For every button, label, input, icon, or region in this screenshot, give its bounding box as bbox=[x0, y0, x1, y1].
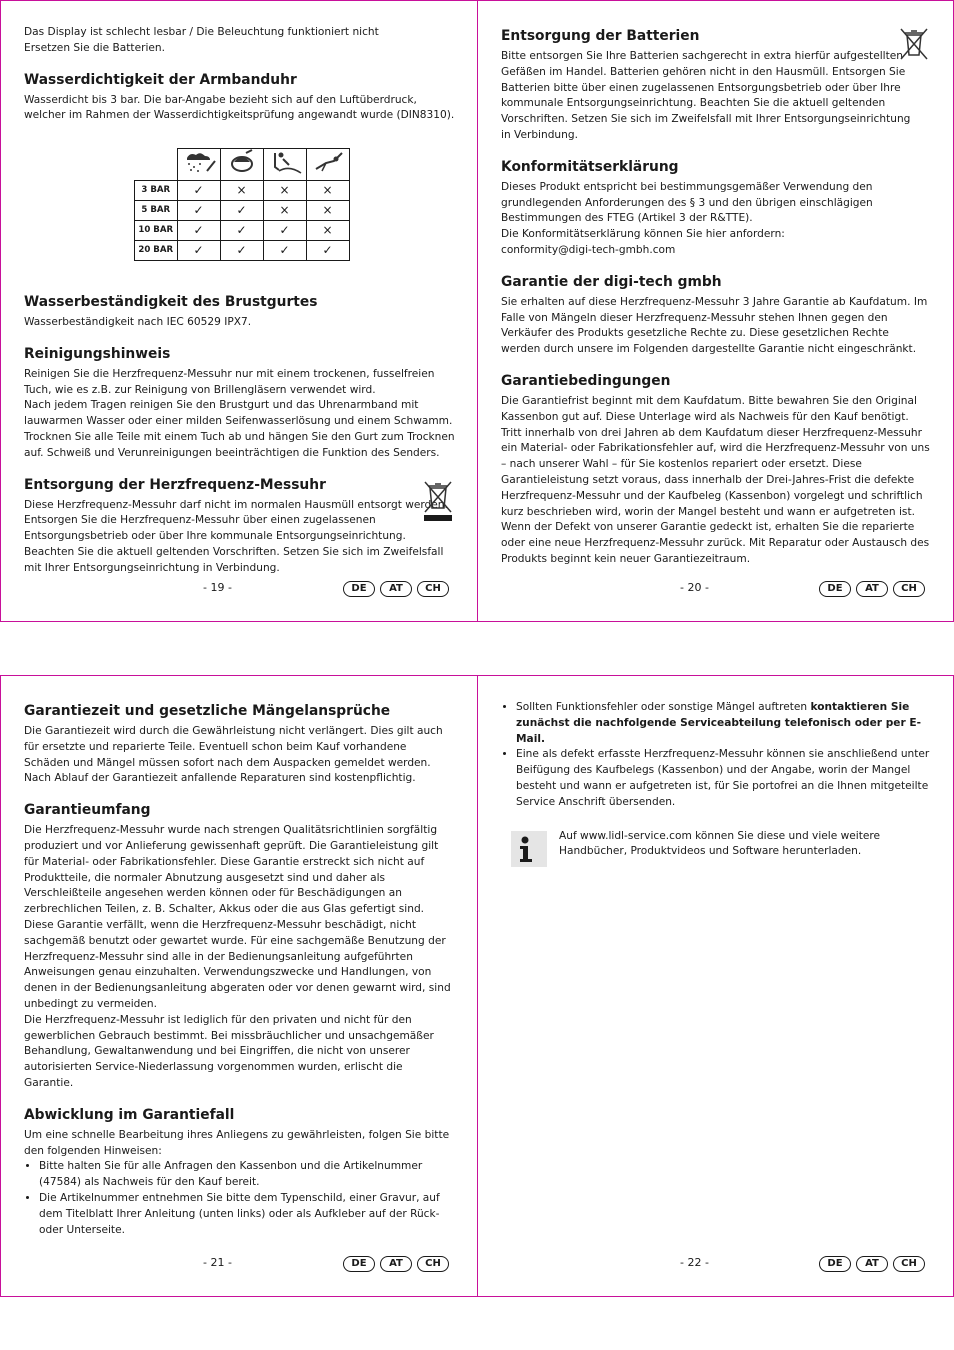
table-row: 5 BAR ✓ ✓ × × bbox=[135, 200, 350, 220]
section-text-warranty-scope-3: Die Herzfrequenz-Messuhr ist lediglich für den privaten und nicht für den gewerblichen Gebrauch bestimmt. Bei missbräuchlicher und unsachgemäßer Behandlung, Gewaltanwendung und bei Eingriffen, die nicht von unserer autorisierten Service-Niederlassung vorgenommen wurden, erlischt die Garantie. bbox=[24, 1013, 434, 1089]
list-item: • Bitte halten Sie für alle Anfragen den Kassenbon und die Artikelnummer (47584) als Nachweis für den Kauf bereit. bbox=[39, 1159, 455, 1191]
section-text-disposal-watch: Diese Herzfrequenz-Messuhr darf nicht im normalen Hausmüll entsorgt werden. Entsorgen Sie die Herzfrequenz-Messuhr über einen zugelassenen Entsorgungsbetrieb oder über Ihre kommunale Entsorgungseinrichtung. Beachten Sie die aktuell geltenden Vorschriften. Setzen Sie sich im Zweifelsfall mit Ihrer Entsorgungseinrichtung in Verbindung. bbox=[24, 498, 448, 574]
troubleshoot-line: Das Display ist schlecht lesbar / Die Beleuchtung funktioniert nicht bbox=[24, 26, 379, 38]
page-number: - 22 - bbox=[680, 1256, 709, 1269]
page-20-content bbox=[501, 27, 931, 568]
shower-icon bbox=[220, 149, 263, 181]
troubleshoot-solution: Ersetzen Sie die Batterien. bbox=[24, 41, 165, 54]
section-title-battery-disposal: Entsorgung der Batterien bbox=[501, 28, 700, 44]
rain-splash-icon bbox=[177, 149, 220, 181]
badge-ch: CH bbox=[417, 1256, 449, 1272]
badge-de: DE bbox=[343, 581, 375, 597]
section-text-battery-disposal: Bitte entsorgen Sie Ihre Batterien sachgerecht in extra hierfür aufgestellten Gefäßen im Handel. Batterien gehören nicht in den Hausmüll. Entsorgen Sie Batterien bitte über einen zugelassenen Entsorgungsbetrieb oder über Ihre kommunale Entsorgungseinrichtung. Beachten Sie die aktuell geltenden Vorschriften. Setzen Sie sich im Zweifelsfall mit Ihrer Entsorgungseinrichtung in Verbindung. bbox=[501, 50, 911, 141]
section-title-warranty-scope: Garantieumfang bbox=[24, 802, 151, 819]
badge-at: AT bbox=[380, 1256, 412, 1272]
warranty-claim-list bbox=[24, 1159, 455, 1238]
section-title-conformity: Konformitätserklärung bbox=[501, 158, 679, 175]
swimming-icon bbox=[263, 149, 306, 181]
page-20-footer bbox=[478, 581, 953, 599]
section-text-warranty-period: Die Garantiezeit wird durch die Gewährleistung nicht verlängert. Dies gilt auch für ersetzte und reparierte Teile. Eventuell schon beim Kauf vorhandene Schäden und Mängel müssen sofort nach dem Auspacken gemeldet werden. Nach Ablauf der Garantiezeit anfallende Reparaturen sind kostenpflichtig. bbox=[24, 725, 443, 785]
country-badges bbox=[343, 581, 449, 597]
section-text-cleaning-2: Nach jedem Tragen reinigen Sie den Brustgurt und das Uhrenarmband mit lauwarmen Wasser oder einer milden Seifenwasserlösung und einem Schwamm. Trocknen Sie alle Teile mit einem Tuch ab und hängen Sie den Gurt zum Trocknen auf. Schweiß und Verunreinigungen beeinträchtigen die Funktion des Senders. bbox=[24, 399, 455, 459]
badge-ch: CH bbox=[893, 1256, 925, 1272]
badge-at: AT bbox=[856, 581, 888, 597]
section-text-watch-waterproof: Wasserdicht bis 3 bar. Die bar-Angabe bezieht sich auf den Luftüberdruck, welcher im Rahmen der Wasserdichtigkeitsprüfung angewandt wurde (DIN8310). bbox=[24, 93, 455, 122]
table-row: 10 BAR ✓ ✓ ✓ × bbox=[135, 220, 350, 240]
section-text-conformity-1: Dieses Produkt entspricht bei bestimmungsgemäßer Verwendung den grundlegenden Anforderungen des § 3 und den übrigen einschlägigen Bestimmungen des FTEG (Artikel 3 der R&TTE). bbox=[501, 180, 873, 225]
badge-de: DE bbox=[819, 1256, 851, 1272]
crossed-bin-icon bbox=[421, 478, 455, 526]
page-19-footer bbox=[1, 581, 477, 599]
table-row: 3 BAR ✓ × × × bbox=[135, 180, 350, 200]
page-20 bbox=[477, 0, 954, 622]
country-badges bbox=[343, 1256, 449, 1272]
list-item: • Die Artikelnummer entnehmen Sie bitte dem Typenschild, einer Gravur, auf dem Titelblatt Ihrer Anleitung (unten links) oder als Aufkleber auf der Rück- oder Unterseite. bbox=[39, 1191, 455, 1238]
section-title-chest-strap: Wasserbeständigkeit des Brustgurtes bbox=[24, 293, 318, 310]
page-22-content bbox=[501, 700, 931, 867]
badge-de: DE bbox=[343, 1256, 375, 1272]
badge-ch: CH bbox=[417, 581, 449, 597]
page-21 bbox=[0, 675, 478, 1297]
conformity-email: conformity@digi-tech-gmbh.com bbox=[501, 243, 676, 256]
badge-de: DE bbox=[819, 581, 851, 597]
diving-icon bbox=[306, 149, 349, 181]
page-19 bbox=[0, 0, 478, 622]
badge-at: AT bbox=[856, 1256, 888, 1272]
section-title-warranty-claim: Abwicklung im Garantiefall bbox=[24, 1106, 235, 1123]
info-icon bbox=[511, 831, 547, 867]
service-list bbox=[501, 700, 931, 811]
page-number: - 21 - bbox=[203, 1256, 232, 1269]
water-resistance-table bbox=[134, 148, 350, 261]
section-text-warranty-claim: Um eine schnelle Bearbeitung ihres Anliegens zu gewährleisten, folgen Sie bitte den folgenden Hinweisen: bbox=[24, 1128, 450, 1157]
section-title-disposal-watch: Entsorgung der Herzfrequenz-Messuhr bbox=[24, 476, 326, 493]
page-22 bbox=[477, 675, 954, 1297]
section-text-warranty-scope-1: Die Herzfrequenz-Messuhr wurde nach strengen Qualitätsrichtlinien sorgfältig produziert und vor Anlieferung gewissenhaft geprüft. Die Garantieleistung gilt für Material- oder Fabrikationsfehler. Diese Garantie erstreckt sich nicht auf Produktteile, die normaler Abnutzung ausgesetzt sind und daher als Verschleißteile angesehen werden können oder für Beschädigungen an zerbrechlichen Teilen, z. B. Schalter, Akkus oder die aus Glas gefertigt sind. bbox=[24, 824, 439, 916]
crossed-bin-icon bbox=[898, 27, 930, 65]
badge-ch: CH bbox=[893, 581, 925, 597]
section-title-watch-waterproof: Wasserdichtigkeit der Armbanduhr bbox=[24, 71, 297, 88]
section-text-warranty-conditions: Die Garantiefrist beginnt mit dem Kaufdatum. Bitte bewahren Sie den Original Kassenbon gut auf. Diese Unterlage wird als Nachweis für den Kauf benötigt. Tritt innerhalb von drei Jahren ab dem Kaufdatum dieser Herzfrequenz-Messuhr ein Material- oder Fabrikationsfehler auf, wird die Herzfrequenz-Messuhr von uns – nach unserer Wahl – für Sie kostenlos repariert oder ersetzt. Diese Garantieleistung setzt voraus, dass innerhalb der Drei-Jahres-Frist die defekte Herzfrequenz-Messuhr und der Kaufbeleg (Kassenbon) vorgelegt und schriftlich kurz beschrieben wird, worin der Mangel besteht und wann er aufgetreten ist. Wenn der Defekt von unserer Garantie gedeckt ist, erhalten Sie die reparierte oder eine neue Herzfrequenz-Messuhr zurück. Mit Reparatur oder Austausch des Produkts beginnt kein neuer Garantiezeitraum. bbox=[501, 394, 930, 565]
section-text-warranty-scope-2: Diese Garantie verfällt, wenn die Herzfrequenz-Messuhr beschädigt, nicht sachgemäß benutzt oder gewartet wurde. Für eine sachgemäße Benutzung der Herzfrequenz-Messuhr sind alle in der Bedienungsanleitung aufgeführten Anweisungen genau einzuhalten. Verwendungszwecke und Handlungen, von denen in der Bedienungsanleitung abgeraten oder vor denen gewarnt wird, sind unbedingt zu vermeiden. bbox=[24, 918, 451, 1010]
section-title-warranty-conditions: Garantiebedingungen bbox=[501, 372, 671, 389]
table-row: 20 BAR ✓ ✓ ✓ ✓ bbox=[135, 240, 350, 260]
list-item: • Eine als defekt erfasste Herzfrequenz-Messuhr können sie anschließend unter Beifügung des Kaufbelegs (Kassenbon) und der Angabe, worin der Mangel besteht und wann er aufgetreten ist, für Sie portofrei an die Ihnen mitgeteilte Service Anschrift übersenden. bbox=[516, 747, 931, 810]
country-badges bbox=[819, 581, 925, 597]
page-number: - 19 - bbox=[203, 581, 232, 594]
page-19-content bbox=[24, 25, 455, 577]
info-note bbox=[501, 829, 931, 867]
country-badges bbox=[819, 1256, 925, 1272]
page-number: - 20 - bbox=[680, 581, 709, 594]
section-title-warranty-period: Garantiezeit und gesetzliche Mängelansprüche bbox=[24, 703, 391, 719]
section-text-warranty: Sie erhalten auf diese Herzfrequenz-Messuhr 3 Jahre Garantie ab Kaufdatum. Im Falle von Mängeln dieser Herzfrequenz-Messuhr stehen Ihnen gegen den Verkäufer des Produkts gesetzliche Rechte zu. Diese gesetzlichen Rechte werden durch unsere im Folgenden dargestellte Garantie nicht eingeschränkt. bbox=[501, 295, 928, 356]
page-22-footer bbox=[478, 1256, 953, 1274]
section-text-cleaning-1: Reinigen Sie die Herzfrequenz-Messuhr nur mit einem trockenen, fusselfreien Tuch, wie es z.B. zur Reinigung von Brillengläsern verwendet wird. bbox=[24, 367, 435, 396]
page-21-content bbox=[24, 702, 455, 1238]
section-text-conformity-2: Die Konformitätserklärung können Sie hier anfordern: bbox=[501, 228, 785, 241]
list-item: • Sollten Funktionsfehler oder sonstige Mängel auftreten kontaktieren Sie zunächst die nachfolgende Serviceabteilung telefonisch oder per E-Mail. bbox=[516, 700, 931, 747]
section-text-chest-strap: Wasserbeständigkeit nach IEC 60529 IPX7. bbox=[24, 315, 252, 328]
page-21-footer bbox=[1, 1256, 477, 1274]
badge-at: AT bbox=[380, 581, 412, 597]
info-text: Auf www.lidl-service.com können Sie diese und viele weitere Handbücher, Produktvideos und Software herunterladen. bbox=[559, 829, 881, 858]
section-title-warranty: Garantie der digi-tech gmbh bbox=[501, 273, 722, 290]
section-title-cleaning: Reinigungshinweis bbox=[24, 345, 171, 362]
